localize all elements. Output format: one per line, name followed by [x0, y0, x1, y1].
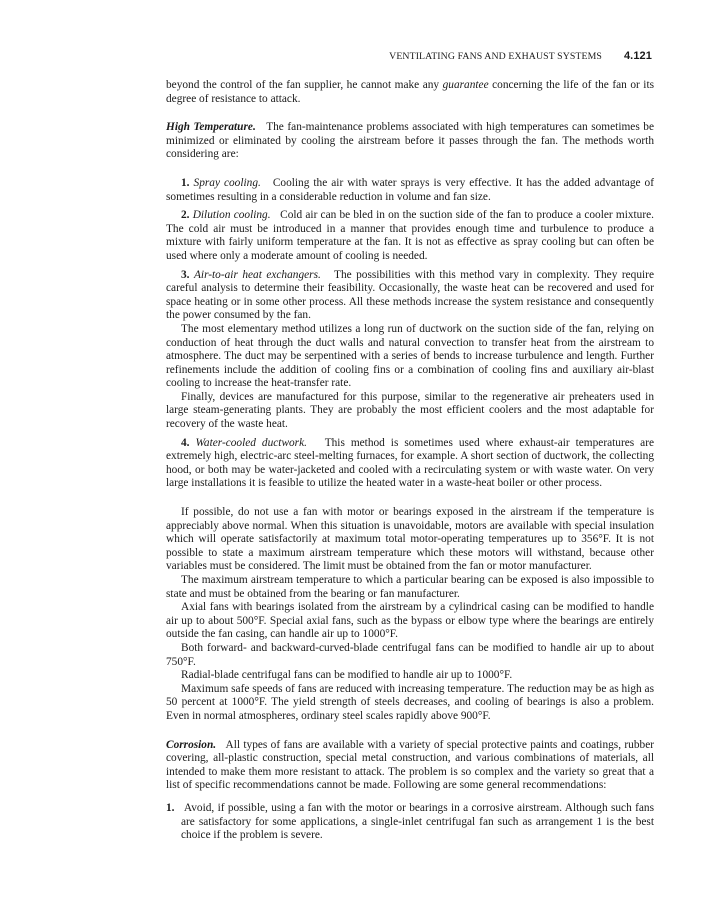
body-text	[166, 79, 654, 843]
list-item: 1. Avoid, if possible, using a fan with the motor or bearings in a corrosive airstream. Although such fans are satisfactory for some applications, a single-inlet centrifugal fan such as arrangement 1 is the best choice if the problem is severe.	[166, 801, 654, 842]
paragraph: Maximum safe speeds of fans are reduced with increasing temperature. The reduction may be as high as 50 percent at 1000°F. The yield strength of steels decreases, and cooling of bearings is also a problem. Even in normal atmospheres, ordinary steel scales rapidly above 900°F.	[166, 682, 654, 722]
running-title: VENTILATING FANS AND EXHAUST SYSTEMS	[389, 51, 602, 62]
emphasis: guarantee	[442, 79, 489, 91]
method-water-cooled-ductwork: 4. Water-cooled ductwork. This method is sometimes used where exhaust-air temperatures are extremely high, electric-arc steel-melting furnaces, for example. A short section of ductwork, the collecting hood, or both may be water-jacketed and cooled with a recirculating system or with waste water. On very large installations it is feasible to utilize the heated water in a waste-heat boiler or other process.	[166, 436, 655, 490]
method-heat-exchangers: 3. Air-to-air heat exchangers. The possibilities with this method vary in complexity. They require careful analysis to determine their feasibility. Occasionally, the waste heat can be recovered and used for space heating or in some other process. All these methods increase the system resistance and consequently the power consumed by the fan.	[166, 268, 654, 322]
corrosion-heading: Corrosion.	[166, 738, 217, 751]
paragraph: The most elementary method utilizes a long run of ductwork on the suction side of the fan, relying on conduction of heat through the duct walls and natural convection to transfer heat from the airstream to atmosphere. The duct may be serpentined with a series of bends to increase turbulence and length. Further refinements include the addition of cooling fins or a combination of cooling fins and auxiliary air-blast cooling to increase the heat-transfer rate.	[166, 322, 654, 390]
paragraph: Axial fans with bearings isolated from the airstream by a cylindrical casing can be modified to handle air up to about 500°F. Special axial fans, such as the bypass or elbow type where the bearings are entirely outside the fan casing, can handle air up to 1000°F.	[166, 601, 654, 641]
method-dilution-cooling: 2. Dilution cooling. Cold air can be bled in on the suction side of the fan to produce a cooler mixture. The cold air must be introduced in a manner that provides enough time and turbulence to produce a mixture with fairly uniform temperature at the fan. It is not as effective as spray cooling but can often be used where only a moderate amount of cooling is needed.	[166, 209, 654, 262]
paragraph: Finally, devices are manufactured for this purpose, similar to the regenerative air preheaters used in large steam-generating plants. They are probably the most efficient coolers and the most adaptable for recovery of the waste heat.	[166, 390, 654, 431]
high-temperature-heading: High Temperature.	[166, 121, 256, 134]
running-header	[389, 50, 652, 62]
method-title: Air-to-air heat exchangers.	[193, 268, 321, 281]
method-spray-cooling: 1. Spray cooling. Cooling the air with water sprays is very effective. It has the added advantage of sometimes resulting in a considerable reduction in volume and fan size.	[166, 176, 654, 203]
intro-paragraph: beyond the control of the fan supplier, he cannot make any guarantee concerning the life of the fan or its degree of resistance to attack.	[166, 79, 655, 105]
high-temperature-paragraph: High Temperature. The fan-maintenance problems associated with high temperatures can sometimes be minimized or eliminated by cooling the airstream before it passes through the fan. The methods worth considering are:	[166, 121, 654, 161]
paragraph: Radial-blade centrifugal fans can be modified to handle air up to 1000°F.	[181, 669, 513, 682]
paragraph: Both forward- and backward-curved-blade centrifugal fans can be modified to handle air up to about 750°F.	[166, 641, 654, 668]
corrosion-paragraph: Corrosion. All types of fans are available with a variety of special protective paints and coatings, rubber covering, all-plastic construction, special metal construction, and various combinations of materials, all intended to make them more resistant to attack. The problem is so complex and the variety so great that a list of specific recommendations cannot be made. Following are some general recommendations:	[166, 738, 655, 792]
method-title: Dilution cooling.	[192, 209, 271, 222]
paragraph: The maximum airstream temperature to which a particular bearing can be exposed is also impossible to state and must be obtained from the bearing or fan manufacturer.	[166, 574, 654, 600]
paragraph: If possible, do not use a fan with motor or bearings exposed in the airstream if the temperature is appreciably above normal. When this situation is unavoidable, motors are available with special insulation which will operate satisfactorily at maximum total motor-operating temperatures up to 356°F. It is not possible to state a maximum airstream temperature which these motors will withstand, because other variables must be considered. The limit must be obtained from the fan or motor manufacturer.	[166, 506, 654, 573]
method-title: Water-cooled ductwork.	[195, 436, 307, 449]
method-title: Spray cooling.	[193, 176, 261, 189]
page-number: 4.121	[623, 50, 652, 62]
